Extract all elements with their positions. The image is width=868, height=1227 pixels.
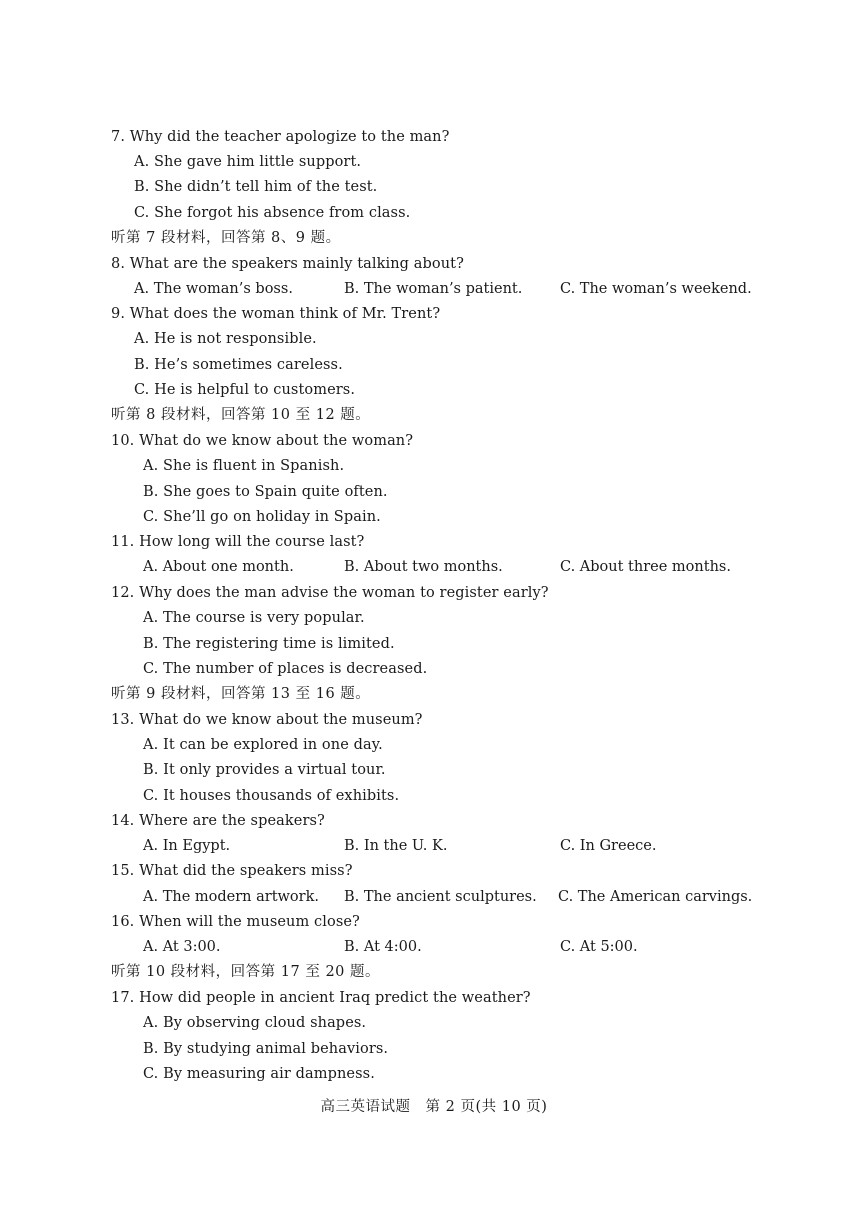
option-c: C. About three months.	[560, 559, 731, 575]
options-row	[0, 558, 868, 576]
option-b: B. The ancient sculptures.	[344, 889, 537, 905]
option-a: A. It can be explored in one day.	[143, 737, 383, 753]
options-row	[0, 837, 868, 855]
option-b: B. She didn’t tell him of the test.	[134, 179, 378, 195]
option-c: C. The number of places is decreased.	[143, 661, 428, 677]
option-a: A. The modern artwork.	[143, 889, 319, 905]
option-b: B. He’s sometimes careless.	[134, 357, 343, 373]
options-row	[0, 888, 868, 906]
question-14: 14. Where are the speakers?	[111, 813, 325, 829]
question-16: 16. When will the museum close?	[111, 914, 360, 930]
option-b: B. In the U. K.	[344, 838, 448, 854]
option-b: B. The registering time is limited.	[143, 636, 395, 652]
option-c: C. He is helpful to customers.	[134, 382, 356, 398]
option-a: A. She is fluent in Spanish.	[143, 458, 345, 474]
option-c: C. At 5:00.	[560, 939, 638, 955]
option-a: A. The woman’s boss.	[134, 281, 293, 297]
question-12: 12. Why does the man advise the woman to register early?	[111, 585, 549, 601]
question-11: 11. How long will the course last?	[111, 534, 365, 550]
option-b: B. The woman’s patient.	[344, 281, 523, 297]
question-10: 10. What do we know about the woman?	[111, 433, 414, 449]
option-b: B. It only provides a virtual tour.	[143, 762, 386, 778]
option-a: A. She gave him little support.	[134, 154, 362, 170]
option-c: C. In Greece.	[560, 838, 657, 854]
question-15: 15. What did the speakers miss?	[111, 863, 353, 879]
section-header: 听第 7 段材料，回答第 8、9 题。	[111, 230, 341, 246]
option-a: A. At 3:00.	[143, 939, 221, 955]
page-footer: 高三英语试题 第 2 页(共 10 页)	[320, 1099, 548, 1115]
option-b: B. About two months.	[344, 559, 503, 575]
section-header: 听第 8 段材料，回答第 10 至 12 题。	[111, 407, 371, 423]
option-c: C. She forgot his absence from class.	[134, 205, 411, 221]
options-row	[0, 938, 868, 956]
option-a: A. The course is very popular.	[143, 610, 365, 626]
option-c: C. By measuring air dampness.	[143, 1066, 375, 1082]
option-c: C. The American carvings.	[558, 889, 753, 905]
section-header: 听第 10 段材料，回答第 17 至 20 题。	[111, 964, 381, 980]
question-17: 17. How did people in ancient Iraq predict the weather?	[111, 990, 531, 1006]
option-b: B. At 4:00.	[344, 939, 422, 955]
option-b: B. By studying animal behaviors.	[143, 1041, 389, 1057]
question-13: 13. What do we know about the museum?	[111, 712, 423, 728]
option-c: C. She’ll go on holiday in Spain.	[143, 509, 381, 525]
option-c: C. It houses thousands of exhibits.	[143, 788, 400, 804]
question-9: 9. What does the woman think of Mr. Trent?	[111, 306, 441, 322]
question-7: 7. Why did the teacher apologize to the man?	[111, 129, 450, 145]
options-row	[0, 280, 868, 298]
option-b: B. She goes to Spain quite often.	[143, 484, 388, 500]
option-a: A. In Egypt.	[143, 838, 231, 854]
option-a: A. By observing cloud shapes.	[143, 1015, 367, 1031]
section-header: 听第 9 段材料，回答第 13 至 16 题。	[111, 686, 371, 702]
option-a: A. He is not responsible.	[134, 331, 317, 347]
question-8: 8. What are the speakers mainly talking about?	[111, 256, 464, 272]
option-a: A. About one month.	[143, 559, 294, 575]
option-c: C. The woman’s weekend.	[560, 281, 752, 297]
